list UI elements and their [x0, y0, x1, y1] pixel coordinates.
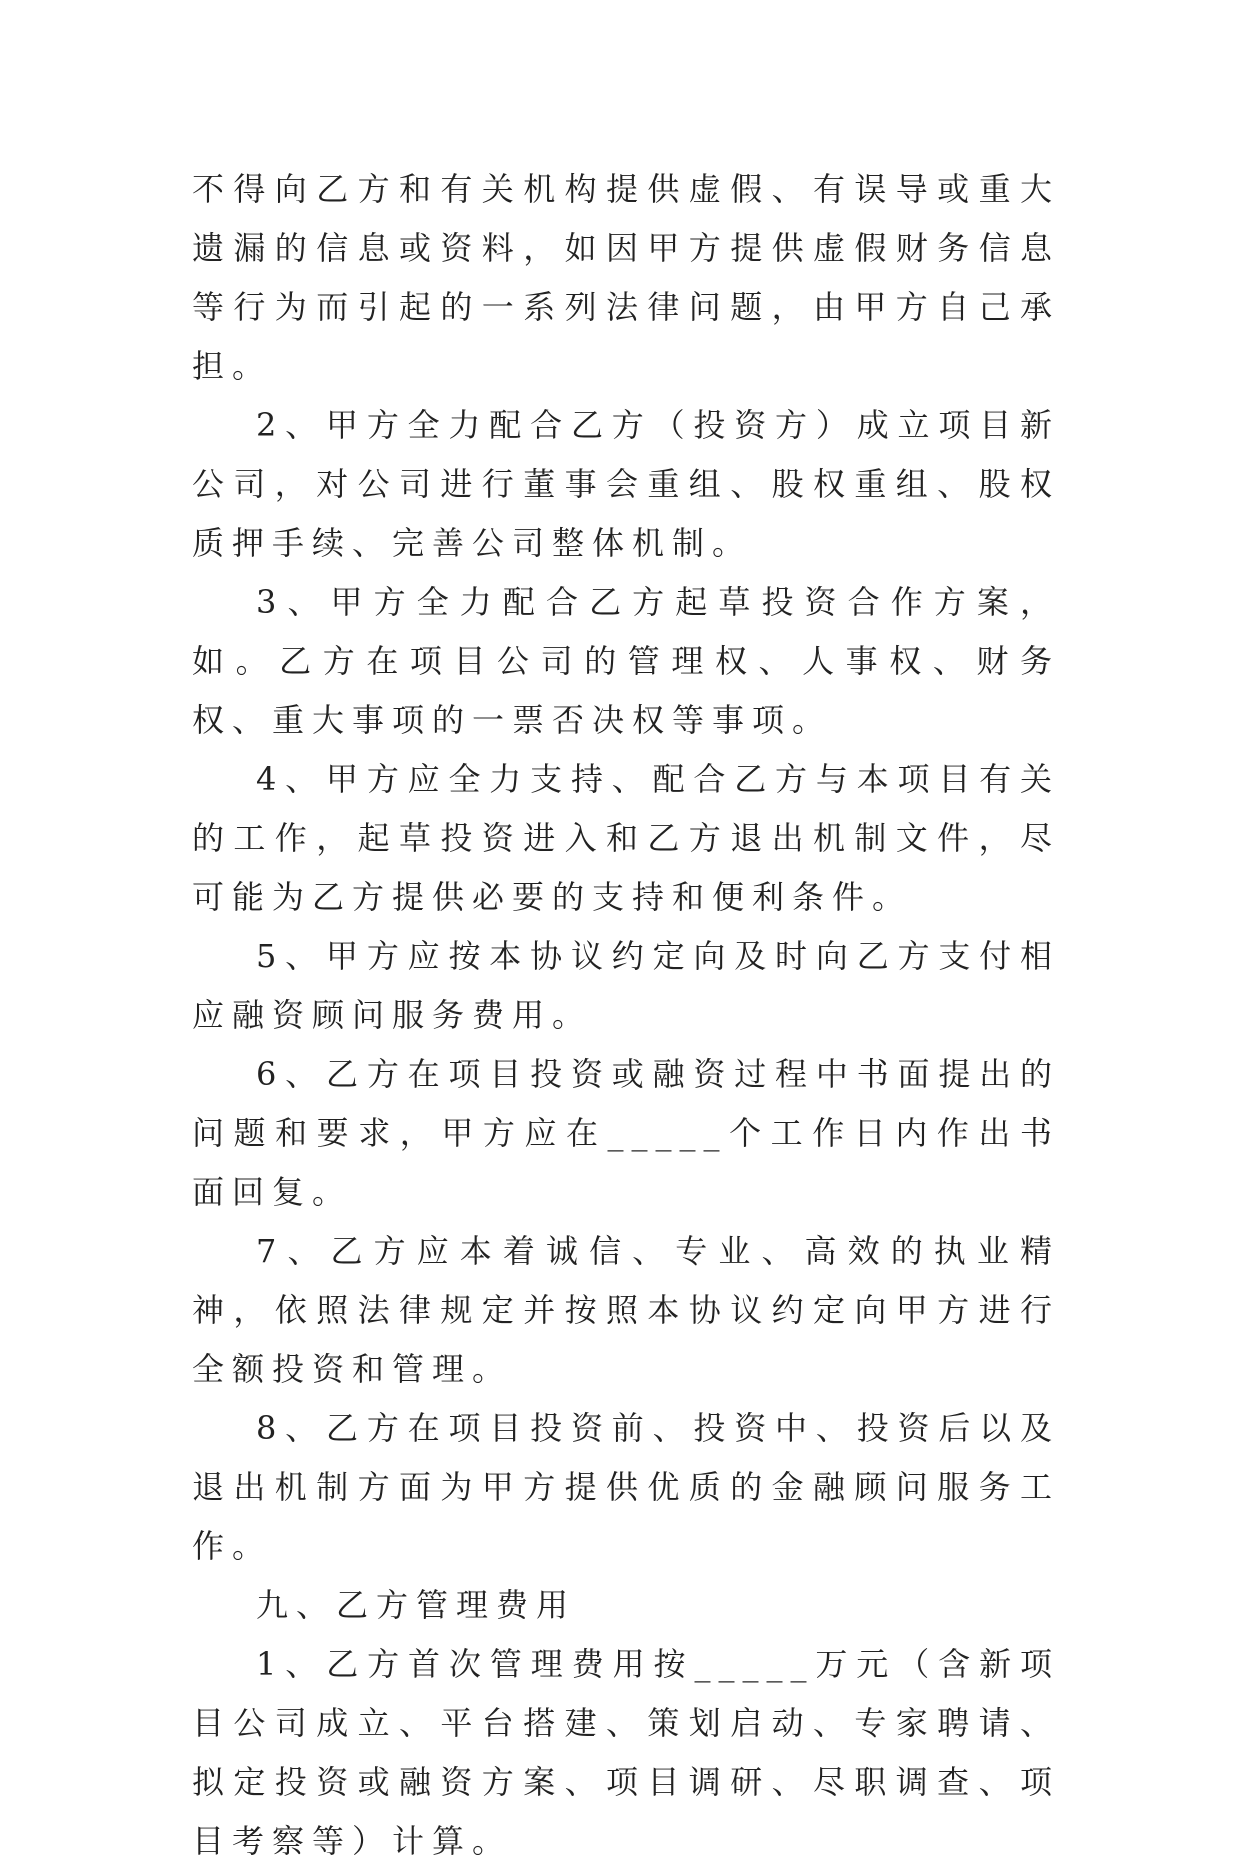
paragraph-clause-4: 4、甲方应全力支持、配合乙方与本项目有关的工作，起草投资进入和乙方退出机制文件，尽可能为乙方提供必要的支持和便利条件。 [192, 760, 1060, 916]
paragraph-fee-clause-1: 1、乙方首次管理费用按_____万元（含新项目公司成立、平台搭建、策划启动、专家聘请、拟定投资或融资方案、项目调研、尽职调查、项目考察等）计算。 [192, 1645, 1060, 1860]
document-body [192, 160, 1060, 1871]
paragraph-clause-7: 7、乙方应本着诚信、专业、高效的执业精神，依照法律规定并按照本协议约定向甲方进行全额投资和管理。 [192, 1232, 1060, 1388]
section-heading-9: 九、乙方管理费用 [256, 1586, 577, 1624]
paragraph-clause-2: 2、甲方全力配合乙方（投资方）成立项目新公司，对公司进行董事会重组、股权重组、股权质押手续、完善公司整体机制。 [192, 406, 1060, 562]
paragraph-clause-3: 3、甲方全力配合乙方起草投资合作方案，如。乙方在项目公司的管理权、人事权、财务权、重大事项的一票否决权等事项。 [192, 583, 1060, 739]
paragraph-clause-5: 5、甲方应按本协议约定向及时向乙方支付相应融资顾问服务费用。 [192, 937, 1060, 1034]
paragraph-continuation: 不得向乙方和有关机构提供虚假、有误导或重大遗漏的信息或资料，如因甲方提供虚假财务信息等行为而引起的一系列法律问题，由甲方自己承担。 [192, 170, 1060, 385]
paragraph-clause-8: 8、乙方在项目投资前、投资中、投资后以及退出机制方面为甲方提供优质的金融顾问服务工作。 [192, 1409, 1060, 1565]
paragraph-clause-6: 6、乙方在项目投资或融资过程中书面提出的问题和要求，甲方应在_____个工作日内作出书面回复。 [192, 1055, 1060, 1211]
